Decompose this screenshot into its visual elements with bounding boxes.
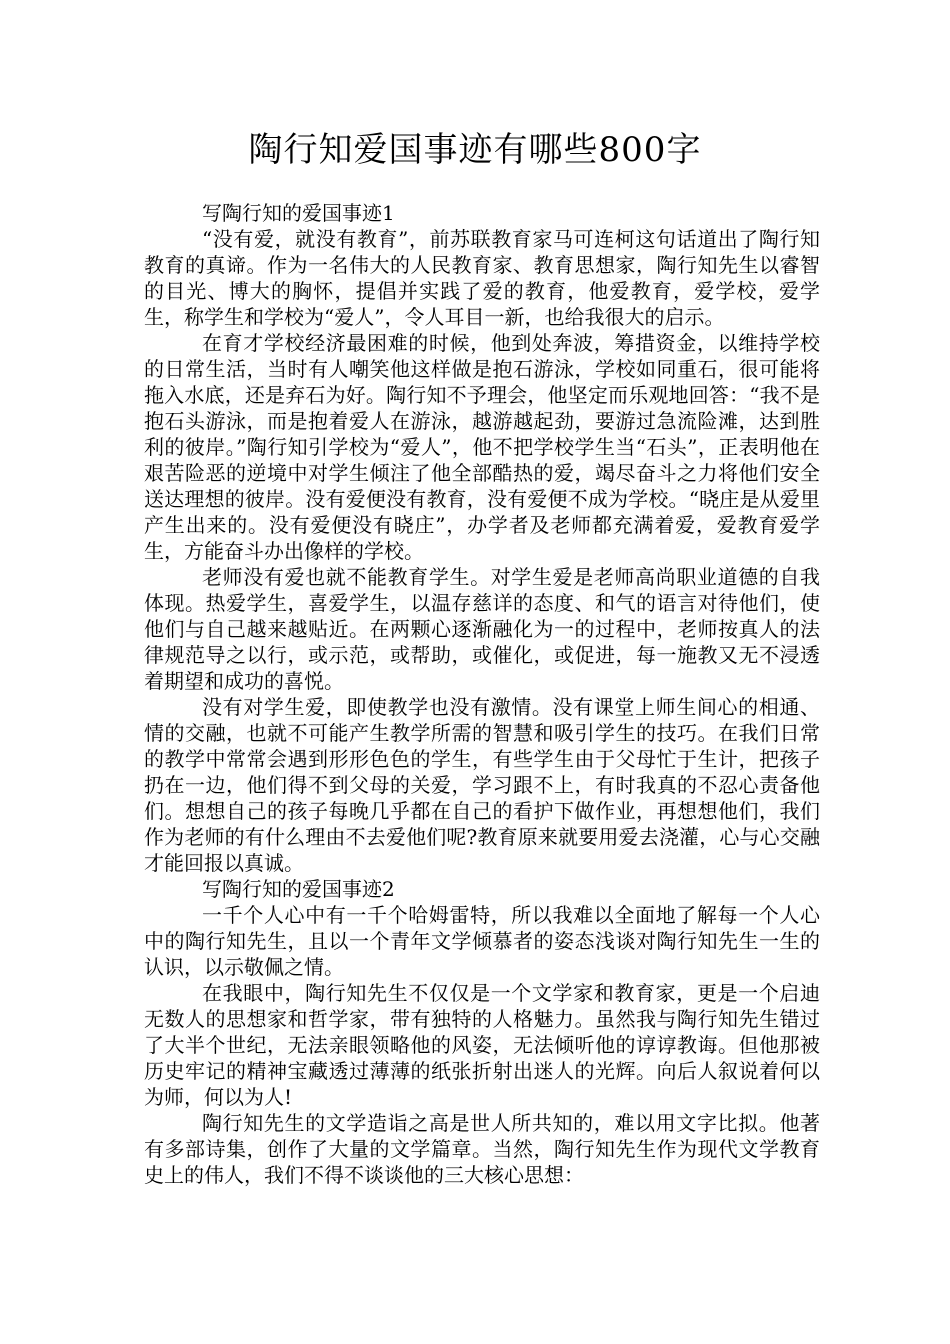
paragraph: “没有爱，就没有教育”，前苏联教育家马可连柯这句话道出了陶行知教育的真谛。作为一名伟大的人民教育家、教育思想家，陶行知先生以睿智的目光、博大的胸怀，提倡并实践了爱的教育，他爱教育，爱学校，爱学生，称学生和学校为“爱人”，令人耳目一新，也给我很大的启示。	[144, 227, 820, 329]
section-heading-2: 写陶行知的爱国事迹2	[202, 877, 395, 901]
paragraph: 一千个人心中有一千个哈姆雷特，所以我难以全面地了解每一个人心中的陶行知先生，且以一个青年文学倾慕者的姿态浅谈对陶行知先生一生的认识，以示敬佩之情。	[144, 903, 820, 979]
paragraph: 陶行知先生的文学造诣之高是世人所共知的，难以用文字比拟。他著有多部诗集，创作了大量的文学篇章。当然，陶行知先生作为现代文学教育史上的伟人，我们不得不谈谈他的三大核心思想：	[144, 1111, 820, 1187]
paragraph: 老师没有爱也就不能教育学生。对学生爱是老师高尚职业道德的自我体现。热爱学生，喜爱学生，以温存慈详的态度、和气的语言对待他们，使他们与自己越来越贴近。在两颗心逐渐融化为一的过程中，老师按真人的法律规范导之以行，或示范，或帮助，或催化，或促进，每一施教又无不浸透着期望和成功的喜悦。	[144, 565, 820, 693]
document-body	[144, 200, 820, 1188]
paragraph: 在我眼中，陶行知先生不仅仅是一个文学家和教育家，更是一个启迪无数人的思想家和哲学家，带有独特的人格魅力。虽然我与陶行知先生错过了大半个世纪，无法亲眼领略他的风姿，无法倾听他的谆谆教诲。但他那被历史牢记的精神宝藏透过薄薄的纸张折射出迷人的光辉。向后人叙说着何以为师，何以为人!	[144, 981, 820, 1109]
paragraph: 没有对学生爱，即使教学也没有激情。没有课堂上师生间心的相通、情的交融，也就不可能产生教学所需的智慧和吸引学生的技巧。在我们日常的教学中常常会遇到形形色色的学生，有些学生由于父母忙于生计，把孩子扔在一边，他们得不到父母的关爱，学习跟不上，有时我真的不忍心责备他们。想想自己的孩子每晚几乎都在自己的看护下做作业，再想想他们，我们作为老师的有什么理由不去爱他们呢?教育原来就要用爱去浇灌，心与心交融才能回报以真诚。	[144, 695, 820, 875]
section-heading-1: 写陶行知的爱国事迹1	[202, 201, 395, 225]
document-title: 陶行知爱国事迹有哪些800字	[248, 130, 702, 170]
paragraph: 在育才学校经济最困难的时候，他到处奔波，筹措资金，以维持学校的日常生活，当时有人嘲笑他这样做是抱石游泳，学校如同重石，很可能将拖入水底，还是弃石为好。陶行知不予理会，他坚定而乐观地回答：“我不是抱石头游泳，而是抱着爱人在游泳，越游越起劲，要游过急流险滩，达到胜利的彼岸。”陶行知引学校为“爱人”，他不把学校学生当“石头”，正表明他在艰苦险恶的逆境中对学生倾注了他全部酷热的爱，竭尽奋斗之力将他们安全送达理想的彼岸。没有爱便没有教育，没有爱便不成为学校。“晓庄是从爱里产生出来的。没有爱便没有晓庄”，办学者及老师都充满着爱，爱教育爱学生，方能奋斗办出像样的学校。	[144, 331, 820, 563]
